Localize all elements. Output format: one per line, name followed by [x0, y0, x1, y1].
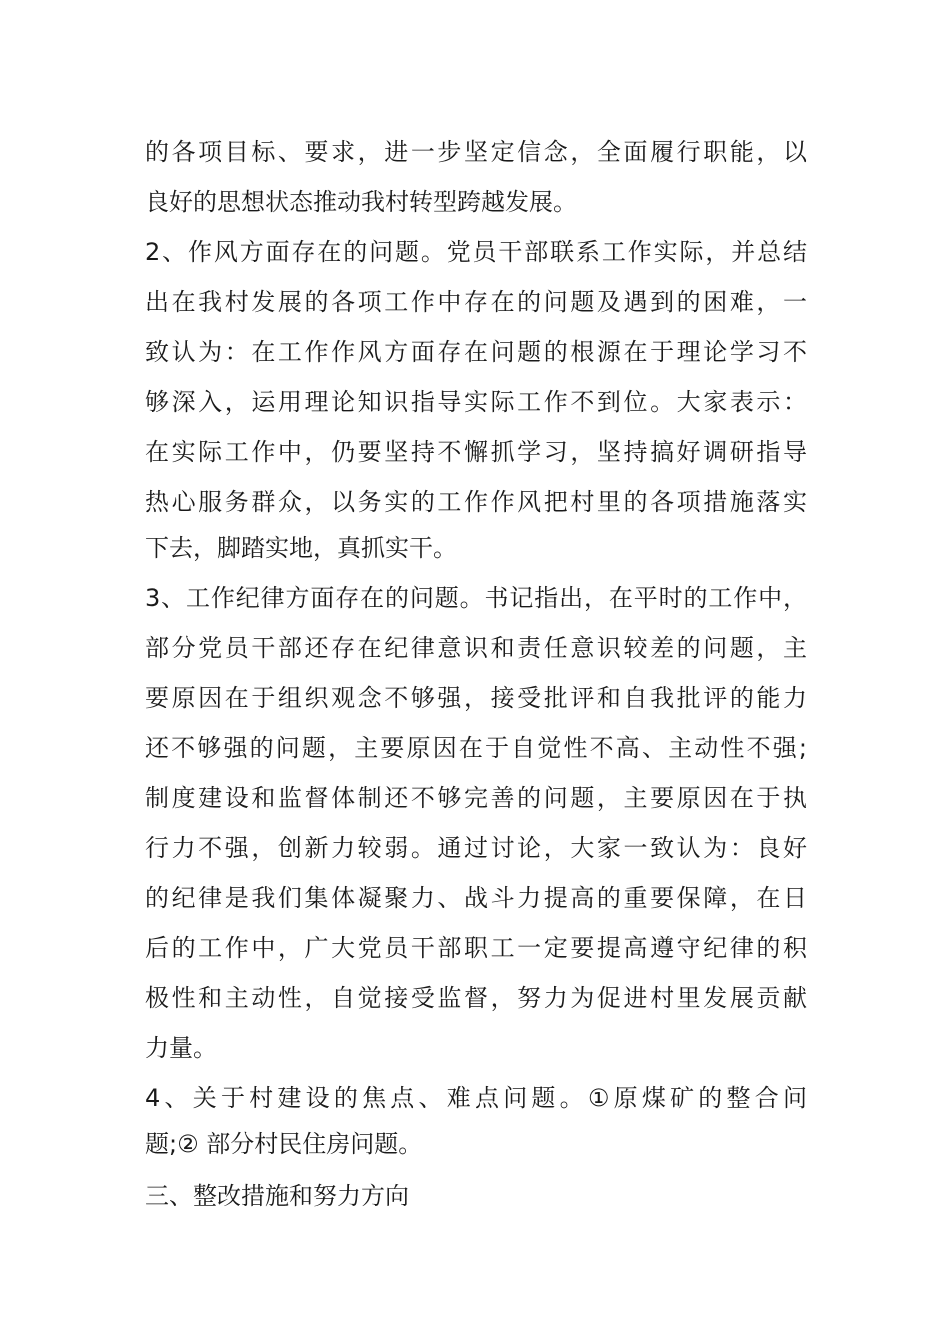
- text-line: 3、工作纪律方面存在的问题。书记指出，在平时的工作中，: [145, 584, 807, 612]
- text-line: 力量。: [145, 1034, 217, 1062]
- text-line: 的纪律是我们集体凝聚力、战斗力提高的重要保障，在日: [145, 884, 807, 912]
- text-line: 后的工作中，广大党员干部职工一定要提高遵守纪律的积: [145, 934, 807, 962]
- text-line: 三、整改措施和努力方向: [145, 1182, 409, 1210]
- text-line: 良好的思想状态推动我村转型跨越发展。: [145, 188, 577, 216]
- text-line: 行力不强，创新力较弱。通过讨论，大家一致认为：良好: [145, 834, 807, 862]
- text-line: 热心服务群众，以务实的工作作风把村里的各项措施落实: [145, 488, 807, 516]
- text-line: 部分党员干部还存在纪律意识和责任意识较差的问题，主: [145, 634, 807, 662]
- text-line: 2、作风方面存在的问题。党员干部联系工作实际，并总结: [145, 238, 807, 266]
- text-line: 制度建设和监督体制还不够完善的问题，主要原因在于执: [145, 784, 807, 812]
- text-line: 在实际工作中，仍要坚持不懈抓学习，坚持搞好调研指导: [145, 438, 807, 466]
- text-line: 致认为：在工作作风方面存在问题的根源在于理论学习不: [145, 338, 807, 366]
- text-line: 还不够强的问题，主要原因在于自觉性不高、主动性不强;: [145, 734, 807, 762]
- text-line: 要原因在于组织观念不够强，接受批评和自我批评的能力: [145, 684, 807, 712]
- text-line: 下去，脚踏实地，真抓实干。: [145, 534, 457, 562]
- text-line: 够深入，运用理论知识指导实际工作不到位。大家表示：: [145, 388, 807, 416]
- text-line: 极性和主动性，自觉接受监督，努力为促进村里发展贡献: [145, 984, 807, 1012]
- text-line: 4、关于村建设的焦点、难点问题。①原煤矿的整合问: [145, 1084, 807, 1112]
- text-line: 题;② 部分村民住房问题。: [145, 1130, 423, 1158]
- text-line: 的各项目标、要求，进一步坚定信念，全面履行职能，以: [145, 138, 807, 166]
- text-line: 出在我村发展的各项工作中存在的问题及遇到的困难，一: [145, 288, 807, 316]
